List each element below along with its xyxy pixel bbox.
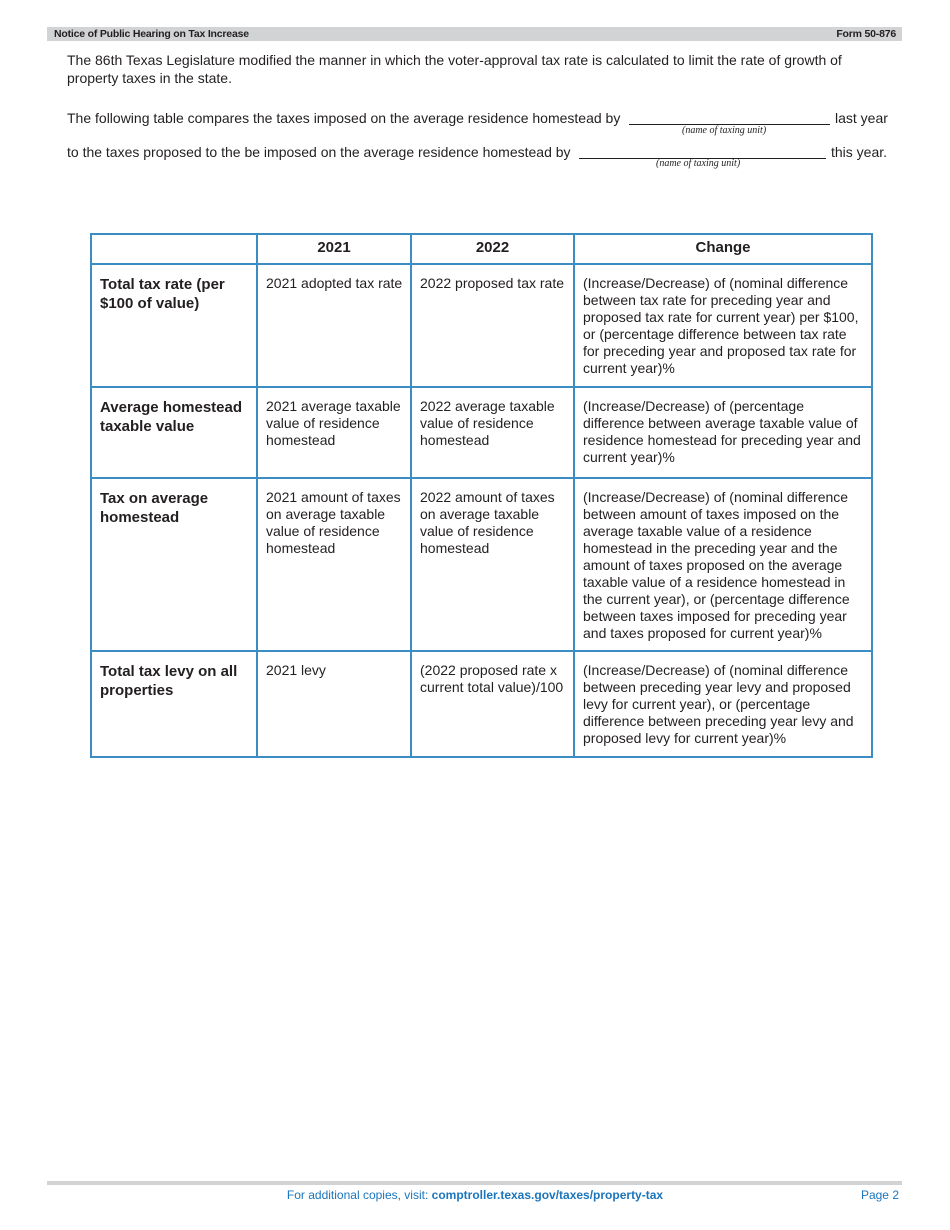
header-cell-change: Change [574, 234, 872, 264]
table-header-row [91, 234, 872, 264]
cell-2021: 2021 average taxable value of residence homestead [257, 387, 411, 478]
compare-line-2-suffix: this year. [831, 144, 888, 160]
cell-2021: 2021 levy [257, 651, 411, 757]
cell-change: (Increase/Decrease) of (nominal difference between amount of taxes imposed on the average taxable value of a residence homestead in the preceding year and the amount of taxes proposed on the average taxable value of a residence homestead in the current year), or (percentage difference between taxes imposed for preceding year and taxes proposed for current year)% [574, 478, 872, 651]
compare-line-1-prefix: The following table compares the taxes imposed on the average residence homestead by [67, 110, 621, 126]
table-row [91, 264, 872, 387]
intro-paragraph: The 86th Texas Legislature modified the manner in which the voter-approval tax rate is calculated to limit the rate of growth of property taxes in the state. [67, 52, 842, 86]
row-label: Tax on average homestead [91, 478, 257, 651]
header-cell-blank [91, 234, 257, 264]
cell-2022: 2022 proposed tax rate [411, 264, 574, 387]
footer-bar [47, 1181, 902, 1185]
tax-comparison-table [90, 233, 873, 758]
cell-2021: 2021 adopted tax rate [257, 264, 411, 387]
taxing-unit-caption-1: (name of taxing unit) [682, 125, 767, 136]
table-row [91, 387, 872, 478]
header-cell-2021: 2021 [257, 234, 411, 264]
form-title: Notice of Public Hearing on Tax Increase [54, 28, 249, 40]
cell-change: (Increase/Decrease) of (nominal difference between preceding year levy and proposed levy for current year), or (percentage difference between preceding year levy and proposed levy for current year)% [574, 651, 872, 757]
compare-line-2-prefix: to the taxes proposed to the be imposed on the average residence homestead by [67, 144, 571, 160]
row-label: Total tax rate (per $100 of value) [91, 264, 257, 387]
cell-2022: 2022 average taxable value of residence homestead [411, 387, 574, 478]
row-label: Total tax levy on all properties [91, 651, 257, 757]
form-header-bar [47, 27, 902, 41]
row-label: Average homestead taxable value [91, 387, 257, 478]
form-number: Form 50-876 [836, 28, 896, 40]
page-number: Page 2 [860, 1188, 899, 1202]
cell-change: (Increase/Decrease) of (percentage difference between average taxable value of residence homestead for preceding year and current year)% [574, 387, 872, 478]
table-row [91, 651, 872, 757]
table-row [91, 478, 872, 651]
header-cell-2022: 2022 [411, 234, 574, 264]
cell-2022: (2022 proposed rate x current total value)/100 [411, 651, 574, 757]
compare-line-1-suffix: last year [835, 110, 888, 126]
cell-change: (Increase/Decrease) of (nominal difference between tax rate for preceding year and proposed tax rate for current year) per $100, or (percentage difference between tax rate for preceding year and proposed tax rate for current year)% [574, 264, 872, 387]
footer-url-link[interactable]: comptroller.texas.gov/taxes/property-tax [431, 1188, 664, 1202]
cell-2021: 2021 amount of taxes on average taxable value of residence homestead [257, 478, 411, 651]
footer-copies-note [0, 1188, 950, 1202]
footer-prefix: For additional copies, visit: [286, 1188, 429, 1202]
taxing-unit-caption-2: (name of taxing unit) [656, 158, 741, 169]
cell-2022: 2022 amount of taxes on average taxable value of residence homestead [411, 478, 574, 651]
